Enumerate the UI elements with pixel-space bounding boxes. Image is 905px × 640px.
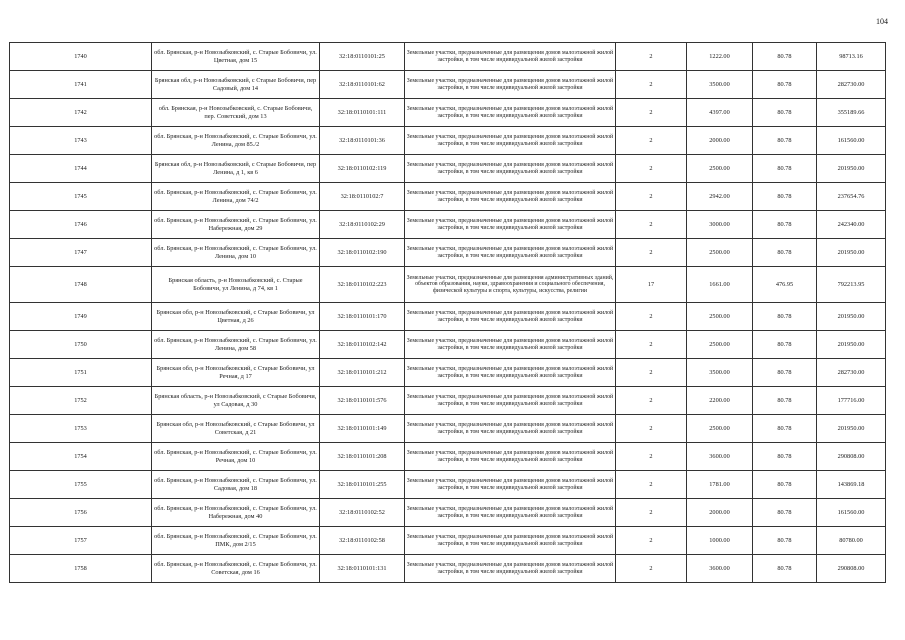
- area-cell: 3500.00: [687, 359, 753, 387]
- cadastral-value-cell: 201950.00: [817, 331, 886, 359]
- address-cell: обл. Брянская, р-н Новозыбковский, с. Старые Бобовичи, ул. Ленина, дом 74/2: [152, 183, 320, 211]
- cadastral-value-cell: 237654.76: [817, 183, 886, 211]
- table-row: [10, 331, 886, 359]
- group-number-cell: 2: [616, 387, 687, 415]
- cadastral-number-cell: 32:18:0110101:111: [320, 99, 405, 127]
- area-cell: 2200.00: [687, 387, 753, 415]
- specific-value-cell: 80.78: [753, 155, 817, 183]
- group-number-cell: 2: [616, 99, 687, 127]
- group-number-cell: 2: [616, 443, 687, 471]
- specific-value-cell: 80.78: [753, 331, 817, 359]
- cadastral-value-cell: 201950.00: [817, 239, 886, 267]
- area-cell: 3600.00: [687, 555, 753, 583]
- area-cell: 2500.00: [687, 239, 753, 267]
- land-use-cell: Земельные участки, предназначенные для размещения домов малоэтажной жилой застройки, в том числе индивидуальной жилой застройки: [405, 359, 616, 387]
- cadastral-value-cell: 177716.00: [817, 387, 886, 415]
- group-number-cell: 2: [616, 555, 687, 583]
- land-use-cell: Земельные участки, предназначенные для размещения домов малоэтажной жилой застройки, в том числе индивидуальной жилой застройки: [405, 415, 616, 443]
- specific-value-cell: 80.78: [753, 359, 817, 387]
- table-row: [10, 387, 886, 415]
- specific-value-cell: 80.78: [753, 71, 817, 99]
- land-use-cell: Земельные участки, предназначенные для размещения домов малоэтажной жилой застройки, в том числе индивидуальной жилой застройки: [405, 239, 616, 267]
- row-number-cell: 1756: [10, 499, 152, 527]
- row-number-cell: 1751: [10, 359, 152, 387]
- cadastral-number-cell: 32:18:0110101:25: [320, 43, 405, 71]
- row-number-cell: 1746: [10, 211, 152, 239]
- cadastral-value-cell: 282730.00: [817, 71, 886, 99]
- land-use-cell: Земельные участки, предназначенные для размещения домов малоэтажной жилой застройки, в том числе индивидуальной жилой застройки: [405, 71, 616, 99]
- area-cell: 1781.00: [687, 471, 753, 499]
- address-cell: обл. Брянская, р-н Новозыбковский, с. Старые Бобовичи, ул. Ленина, дом 85./2: [152, 127, 320, 155]
- area-cell: 2500.00: [687, 331, 753, 359]
- specific-value-cell: 80.78: [753, 443, 817, 471]
- cadastral-number-cell: 32:18:0110101:36: [320, 127, 405, 155]
- group-number-cell: 2: [616, 415, 687, 443]
- area-cell: 2942.00: [687, 183, 753, 211]
- cadastral-value-cell: 242340.00: [817, 211, 886, 239]
- specific-value-cell: 80.78: [753, 127, 817, 155]
- specific-value-cell: 80.78: [753, 387, 817, 415]
- land-use-cell: Земельные участки, предназначенные для размещения домов малоэтажной жилой застройки, в том числе индивидуальной жилой застройки: [405, 527, 616, 555]
- table-row: [10, 555, 886, 583]
- land-use-cell: Земельные участки, предназначенные для размещения домов малоэтажной жилой застройки, в том числе индивидуальной жилой застройки: [405, 499, 616, 527]
- row-number-cell: 1745: [10, 183, 152, 211]
- cadastral-number-cell: 32:18:0110102:7: [320, 183, 405, 211]
- row-number-cell: 1750: [10, 331, 152, 359]
- row-number-cell: 1743: [10, 127, 152, 155]
- page-number: 104: [876, 17, 888, 26]
- cadastral-value-cell: 282730.00: [817, 359, 886, 387]
- row-number-cell: 1741: [10, 71, 152, 99]
- area-cell: 2500.00: [687, 415, 753, 443]
- land-use-cell: Земельные участки, предназначенные для размещения домов малоэтажной жилой застройки, в том числе индивидуальной жилой застройки: [405, 127, 616, 155]
- row-number-cell: 1752: [10, 387, 152, 415]
- cadastral-number-cell: 32:18:0110102:29: [320, 211, 405, 239]
- table-row: [10, 499, 886, 527]
- group-number-cell: 2: [616, 43, 687, 71]
- table-row: [10, 527, 886, 555]
- cadastral-number-cell: 32:18:0110102:119: [320, 155, 405, 183]
- area-cell: 3600.00: [687, 443, 753, 471]
- table-row: [10, 71, 886, 99]
- group-number-cell: 2: [616, 155, 687, 183]
- cadastral-number-cell: 32:18:0110102:142: [320, 331, 405, 359]
- group-number-cell: 2: [616, 303, 687, 331]
- area-cell: 1661.00: [687, 267, 753, 303]
- cadastral-number-cell: 32:18:0110101:149: [320, 415, 405, 443]
- area-cell: 3500.00: [687, 71, 753, 99]
- table-row: [10, 183, 886, 211]
- group-number-cell: 2: [616, 359, 687, 387]
- table-row: [10, 127, 886, 155]
- address-cell: Брянская обл, р-н Новозыбковский, с Старые Бобовичи, пер Ленина, д 1, кв 6: [152, 155, 320, 183]
- land-use-cell: Земельные участки, предназначенные для размещения домов малоэтажной жилой застройки, в том числе индивидуальной жилой застройки: [405, 387, 616, 415]
- table-row: [10, 43, 886, 71]
- row-number-cell: 1755: [10, 471, 152, 499]
- land-use-cell: Земельные участки, предназначенные для размещения домов малоэтажной жилой застройки, в том числе индивидуальной жилой застройки: [405, 43, 616, 71]
- specific-value-cell: 80.78: [753, 415, 817, 443]
- table-body: [10, 43, 886, 583]
- table-row: [10, 471, 886, 499]
- group-number-cell: 2: [616, 331, 687, 359]
- table-row: [10, 359, 886, 387]
- group-number-cell: 2: [616, 527, 687, 555]
- address-cell: Брянская обл, р-н Новозыбковский, с Старые Бобовичи, ул Речная, д 17: [152, 359, 320, 387]
- cadastral-value-cell: 98713.16: [817, 43, 886, 71]
- table-row: [10, 267, 886, 303]
- address-cell: обл. Брянская, р-н Новозыбковский, с. Старые Бобовичи, ул. Набережная, дом 29: [152, 211, 320, 239]
- specific-value-cell: 80.78: [753, 211, 817, 239]
- address-cell: обл. Брянская, р-н Новозыбковский, с. Старые Бобовичи, ул. Цветная, дом 15: [152, 43, 320, 71]
- area-cell: 2500.00: [687, 155, 753, 183]
- address-cell: Брянская область, р-н Новозыбковский, с Старые Бобовичи, ул Садовая, д 30: [152, 387, 320, 415]
- cadastral-value-cell: 201950.00: [817, 155, 886, 183]
- cadastral-number-cell: 32:18:0110101:255: [320, 471, 405, 499]
- table-row: [10, 415, 886, 443]
- land-use-cell: Земельные участки, предназначенные для размещения домов малоэтажной жилой застройки, в том числе индивидуальной жилой застройки: [405, 555, 616, 583]
- land-use-cell: Земельные участки, предназначенные для размещения домов малоэтажной жилой застройки, в том числе индивидуальной жилой застройки: [405, 303, 616, 331]
- group-number-cell: 2: [616, 471, 687, 499]
- row-number-cell: 1758: [10, 555, 152, 583]
- cadastral-number-cell: 32:18:0110101:208: [320, 443, 405, 471]
- row-number-cell: 1740: [10, 43, 152, 71]
- cadastral-value-cell: 161560.00: [817, 127, 886, 155]
- cadastral-value-cell: 355189.66: [817, 99, 886, 127]
- specific-value-cell: 80.78: [753, 183, 817, 211]
- group-number-cell: 2: [616, 127, 687, 155]
- specific-value-cell: 80.78: [753, 499, 817, 527]
- address-cell: обл. Брянская, р-н Новозыбковский, с. Старые Бобовичи, ул. Ленина, дом 10: [152, 239, 320, 267]
- cadastral-value-cell: 290808.00: [817, 443, 886, 471]
- land-use-cell: Земельные участки, предназначенные для размещения домов малоэтажной жилой застройки, в том числе индивидуальной жилой застройки: [405, 183, 616, 211]
- land-use-cell: Земельные участки, предназначенные для размещения домов малоэтажной жилой застройки, в том числе индивидуальной жилой застройки: [405, 443, 616, 471]
- specific-value-cell: 80.78: [753, 99, 817, 127]
- row-number-cell: 1744: [10, 155, 152, 183]
- row-number-cell: 1753: [10, 415, 152, 443]
- group-number-cell: 2: [616, 211, 687, 239]
- land-use-cell: Земельные участки, предназначенные для размещения административных зданий, объектов образования, науки, здравоохранения и социального обеспечения, физической культуры и спорта, культуры, искусства, религии: [405, 267, 616, 303]
- specific-value-cell: 80.78: [753, 527, 817, 555]
- table-row: [10, 155, 886, 183]
- row-number-cell: 1754: [10, 443, 152, 471]
- group-number-cell: 2: [616, 239, 687, 267]
- cadastral-value-cell: 290808.00: [817, 555, 886, 583]
- group-number-cell: 2: [616, 71, 687, 99]
- cadastral-number-cell: 32:18:0110102:58: [320, 527, 405, 555]
- table-row: [10, 211, 886, 239]
- cadastral-value-cell: 201950.00: [817, 303, 886, 331]
- area-cell: 1222.00: [687, 43, 753, 71]
- table-row: [10, 99, 886, 127]
- row-number-cell: 1747: [10, 239, 152, 267]
- address-cell: Брянская обл, р-н Новозыбковский, с Старые Бобовичи, ул Советская, д 21: [152, 415, 320, 443]
- land-use-cell: Земельные участки, предназначенные для размещения домов малоэтажной жилой застройки, в том числе индивидуальной жилой застройки: [405, 331, 616, 359]
- row-number-cell: 1742: [10, 99, 152, 127]
- address-cell: обл. Брянская, р-н Новозыбковский, с. Старые Бобовичи, пер. Советский, дом 13: [152, 99, 320, 127]
- cadastral-number-cell: 32:18:0110101:131: [320, 555, 405, 583]
- table-row: [10, 239, 886, 267]
- cadastral-number-cell: 32:18:0110102:52: [320, 499, 405, 527]
- area-cell: 3000.00: [687, 211, 753, 239]
- cadastral-value-cell: 143869.18: [817, 471, 886, 499]
- address-cell: обл. Брянская, р-н Новозыбковский, с. Старые Бобовичи, ул. Речная, дом 10: [152, 443, 320, 471]
- group-number-cell: 2: [616, 183, 687, 211]
- area-cell: 2000.00: [687, 499, 753, 527]
- land-use-cell: Земельные участки, предназначенные для размещения домов малоэтажной жилой застройки, в том числе индивидуальной жилой застройки: [405, 471, 616, 499]
- address-cell: Брянская обл, р-н Новозыбковский, с Старые Бобовичи, пер Садовый, дом 14: [152, 71, 320, 99]
- table-row: [10, 443, 886, 471]
- address-cell: Брянская обл, р-н Новозыбковский, с Старые Бобовичи, ул Цветная, д 26: [152, 303, 320, 331]
- address-cell: обл. Брянская, р-н Новозыбковский, с. Старые Бобовичи, ул. Набережная, дом 40: [152, 499, 320, 527]
- area-cell: 2000.00: [687, 127, 753, 155]
- specific-value-cell: 80.78: [753, 303, 817, 331]
- area-cell: 2500.00: [687, 303, 753, 331]
- row-number-cell: 1749: [10, 303, 152, 331]
- area-cell: 1000.00: [687, 527, 753, 555]
- land-use-cell: Земельные участки, предназначенные для размещения домов малоэтажной жилой застройки, в том числе индивидуальной жилой застройки: [405, 211, 616, 239]
- specific-value-cell: 476.95: [753, 267, 817, 303]
- group-number-cell: 2: [616, 499, 687, 527]
- cadastral-value-cell: 201950.00: [817, 415, 886, 443]
- address-cell: обл. Брянская, р-н Новозыбковский, с. Старые Бобовичи, ул. Садовая, дом 18: [152, 471, 320, 499]
- cadastral-value-cell: 80780.00: [817, 527, 886, 555]
- cadastral-value-cell: 161560.00: [817, 499, 886, 527]
- cadastral-number-cell: 32:18:0110101:576: [320, 387, 405, 415]
- cadastral-number-cell: 32:18:0110101:62: [320, 71, 405, 99]
- address-cell: обл. Брянская, р-н Новозыбковский, с. Старые Бобовичи, ул. Ленина, дом 58: [152, 331, 320, 359]
- address-cell: обл. Брянская, р-н Новозыбковский, с. Старые Бобовичи, ул. Советская, дом 16: [152, 555, 320, 583]
- specific-value-cell: 80.78: [753, 43, 817, 71]
- table-row: [10, 303, 886, 331]
- group-number-cell: 17: [616, 267, 687, 303]
- address-cell: Брянская область, р-н Новозыбковский, с. Старые Бобовичи, ул Ленина, д 74, кв 1: [152, 267, 320, 303]
- address-cell: обл. Брянская, р-н Новозыбковский, с. Старые Бобовичи, ул. ПМК, дом 2/15: [152, 527, 320, 555]
- cadastral-number-cell: 32:18:0110102:190: [320, 239, 405, 267]
- specific-value-cell: 80.78: [753, 239, 817, 267]
- row-number-cell: 1757: [10, 527, 152, 555]
- cadastral-number-cell: 32:18:0110101:212: [320, 359, 405, 387]
- cadastral-value-table: [9, 42, 886, 583]
- specific-value-cell: 80.78: [753, 555, 817, 583]
- cadastral-value-cell: 792213.95: [817, 267, 886, 303]
- land-use-cell: Земельные участки, предназначенные для размещения домов малоэтажной жилой застройки, в том числе индивидуальной жилой застройки: [405, 155, 616, 183]
- cadastral-number-cell: 32:18:0110101:170: [320, 303, 405, 331]
- row-number-cell: 1748: [10, 267, 152, 303]
- land-use-cell: Земельные участки, предназначенные для размещения домов малоэтажной жилой застройки, в том числе индивидуальной жилой застройки: [405, 99, 616, 127]
- area-cell: 4397.00: [687, 99, 753, 127]
- cadastral-number-cell: 32:18:0110102:223: [320, 267, 405, 303]
- specific-value-cell: 80.78: [753, 471, 817, 499]
